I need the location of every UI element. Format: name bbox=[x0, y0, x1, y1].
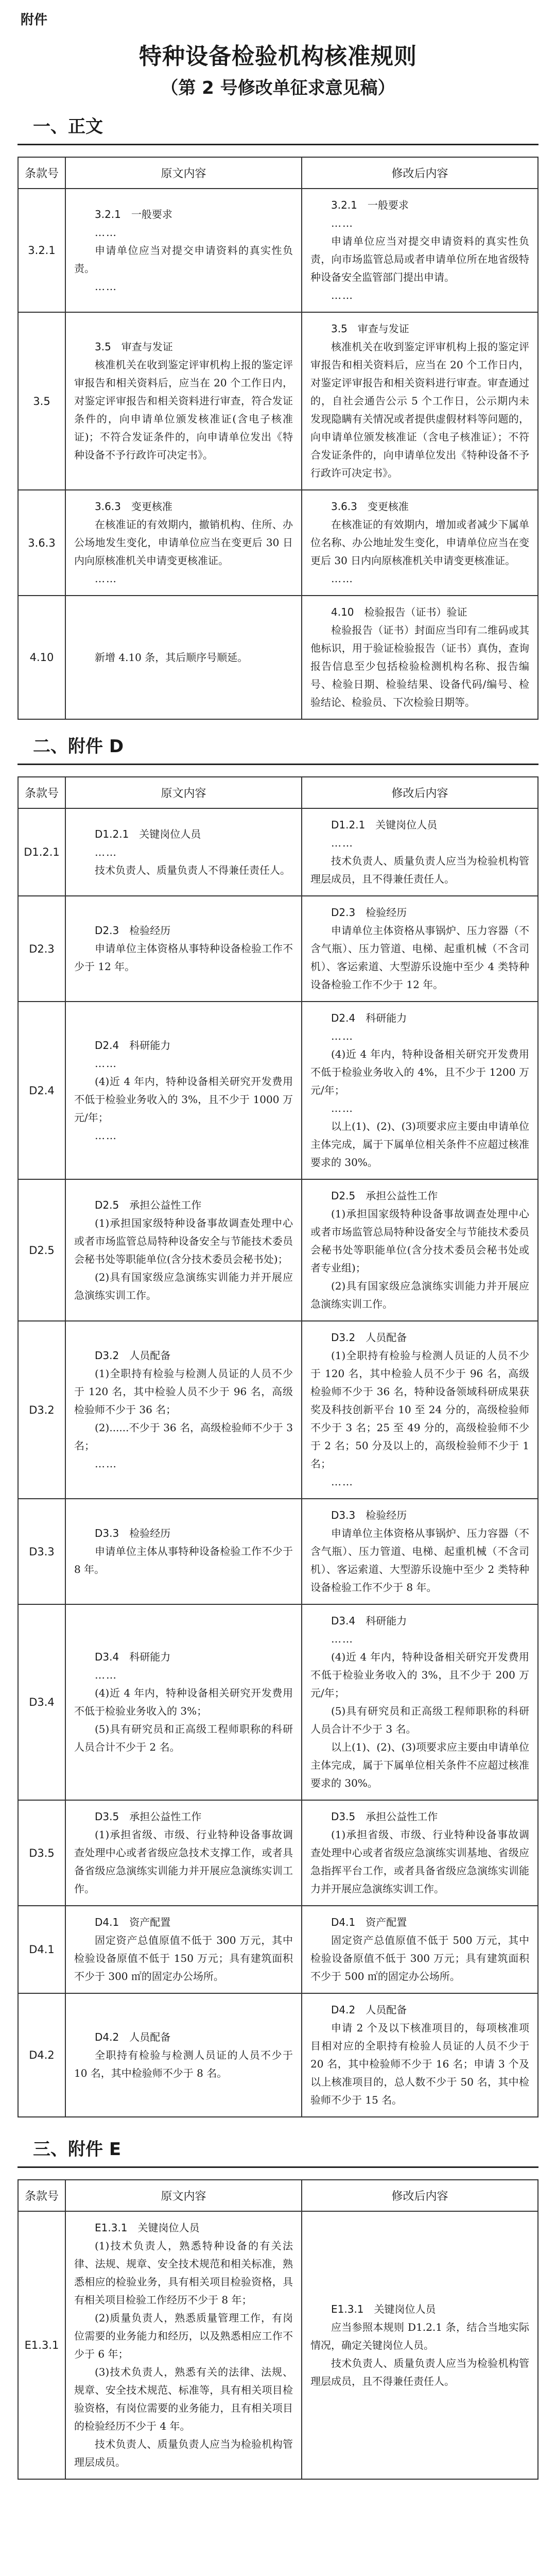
ellipsis: …… bbox=[95, 1458, 117, 1470]
section-spacer bbox=[18, 2117, 538, 2135]
paragraph: 申请单位主体资格从事锅炉、压力容器（不含气瓶）、压力管道、电梯、起重机械（不含司机）、客运索道、大型游乐设施中至少 2 类特种设备检验工作不少于 8 年。 bbox=[310, 1527, 529, 1594]
paragraph: 核准机关在收到鉴定评审机构上报的鉴定评审报告和相关资料后，应当在 20 个工作日内，对鉴定评审报告和相关资料进行审查，符合发证条件的，向申请单位颁发核准证(含电子核准证)；不符合发证条件的，向申请单位发出《特种设备不予行政许可决定书》。 bbox=[74, 359, 293, 461]
clause-heading: 3.6.3 变更核准 bbox=[95, 500, 172, 513]
table-row bbox=[18, 1321, 538, 1499]
clause-heading: D2.3 检验经历 bbox=[331, 906, 407, 919]
table-row bbox=[18, 1993, 538, 2117]
paragraph: 以上(1)、(2)、(3)项要求应主要由申请单位主体完成，属于下属单位相关条件不应超过核准要求的 30%。 bbox=[310, 1120, 529, 1168]
paragraph: 核准机关在收到鉴定评审机构上报的鉴定评审报告和相关资料后，应当在 20 个工作日内，对鉴定评审报告和相关资料进行审查。审查通过的，自社会通告公示 5 个工作日，公示期内未发现隐瞒有关情况或者提供虚假材料等问题的，向申请单位颁发核准证（含电子核准证）；不符合发证条件的，向申请单位发出《特种设备不予行政许可决定书》。 bbox=[310, 341, 529, 479]
clause-heading: D4.2 人员配备 bbox=[331, 2004, 407, 2016]
ellipsis: …… bbox=[331, 217, 354, 229]
revised-content-cell bbox=[302, 1499, 538, 1604]
table-row bbox=[18, 1002, 538, 1179]
clause-heading: D2.5 承担公益性工作 bbox=[95, 1198, 202, 1211]
original-content-cell bbox=[65, 1002, 302, 1179]
clause-heading: E1.3.1 关键岗位人员 bbox=[331, 2302, 436, 2315]
table-row bbox=[18, 596, 538, 719]
original-content-cell bbox=[65, 1179, 302, 1321]
ellipsis: …… bbox=[331, 1633, 354, 1645]
section-divider bbox=[18, 764, 538, 765]
clause-number: 4.10 bbox=[18, 596, 65, 719]
revised-content-cell bbox=[302, 808, 538, 896]
original-content-cell bbox=[65, 1993, 302, 2117]
original-content-cell bbox=[65, 189, 302, 312]
paragraph: 固定资产总值原值不低于 300 万元，其中检验设备原值不低于 150 万元；具有建筑面积不少于 300 ㎡的固定办公场所。 bbox=[74, 1934, 293, 1982]
paragraph: 以上(1)、(2)、(3)项要求应主要由申请单位主体完成，属于下属单位相关条件不应超过核准要求的 30%。 bbox=[310, 1741, 529, 1789]
section-divider bbox=[18, 144, 538, 145]
original-content-cell bbox=[65, 1604, 302, 1800]
document-subtitle: （第 2 号修改单征求意见稿） bbox=[161, 78, 395, 98]
table-row bbox=[18, 1179, 538, 1321]
paragraph: 全职持有检验与检测人员证的人员不少于 10 名，其中检验师不少于 8 名。 bbox=[74, 2048, 293, 2079]
section-divider bbox=[18, 2166, 538, 2168]
revised-content-cell bbox=[302, 596, 538, 719]
clause-number: D2.3 bbox=[18, 896, 65, 1002]
section-title: 二、附件 D bbox=[33, 736, 124, 757]
clause-number: 3.6.3 bbox=[18, 490, 65, 596]
table-row bbox=[18, 312, 538, 490]
paragraph: (1)承担省级、市级、行业特种设备事故调查处理中心或者省级应急技术支撑工作，或者具备省级应急演练实训能力并开展应急演练实训工作。 bbox=[74, 1828, 293, 1895]
table-row bbox=[18, 1800, 538, 1906]
clause-heading: D3.4 科研能力 bbox=[95, 1651, 171, 1663]
ellipsis: …… bbox=[331, 1030, 354, 1042]
revised-content-cell bbox=[302, 490, 538, 596]
clause-heading: D1.2.1 关键岗位人员 bbox=[95, 827, 201, 840]
paragraph: (4)近 4 年内，特种设备相关研究开发费用不低于检验业务收入的 4%，且不少于 1200 万元/年； bbox=[310, 1048, 529, 1096]
clause-number: D1.2.1 bbox=[18, 808, 65, 896]
table-header-row bbox=[18, 157, 538, 189]
revised-content-cell bbox=[302, 896, 538, 1002]
ellipsis: …… bbox=[95, 1129, 117, 1142]
header-revised: 修改后内容 bbox=[302, 777, 538, 808]
clause-heading: D2.5 承担公益性工作 bbox=[331, 1190, 438, 1202]
original-content-cell bbox=[65, 312, 302, 490]
sections-container bbox=[18, 112, 538, 2497]
revised-content-cell bbox=[302, 312, 538, 490]
clause-heading: D2.4 科研能力 bbox=[95, 1039, 171, 1052]
ellipsis: …… bbox=[95, 1669, 117, 1681]
revised-content-cell bbox=[302, 1604, 538, 1800]
clause-number: D2.4 bbox=[18, 1002, 65, 1179]
paragraph: (4)近 4 年内，特种设备相关研究开发费用不低于检验业务收入的 3%，且不少于 200 万元/年； bbox=[310, 1651, 529, 1699]
header-original: 原文内容 bbox=[65, 2180, 302, 2211]
paragraph: 技术负责人、质量负责人应当为检验机构管理层成员，且不得兼任责任人。 bbox=[310, 855, 529, 885]
clause-heading: D1.2.1 关键岗位人员 bbox=[331, 819, 438, 831]
clause-number: 3.2.1 bbox=[18, 189, 65, 312]
clause-number: D3.2 bbox=[18, 1321, 65, 1499]
clause-heading: 3.5 审查与发证 bbox=[331, 323, 409, 335]
paragraph: (2)质量负责人，熟悉质量管理工作，有岗位需要的业务能力和经历，以及熟悉相应工作不少于 6 年； bbox=[74, 2312, 293, 2360]
paragraph: (5)具有研究员和正高级工程师职称的科研人员合计不少于 2 名。 bbox=[74, 1723, 293, 1753]
table-row bbox=[18, 896, 538, 1002]
clause-heading: D3.3 检验经历 bbox=[331, 1509, 407, 1521]
original-content-cell bbox=[65, 1800, 302, 1906]
original-content-cell bbox=[65, 1906, 302, 1993]
header-code: 条款号 bbox=[18, 777, 65, 808]
section-spacer bbox=[18, 720, 538, 732]
clause-number: D3.3 bbox=[18, 1499, 65, 1604]
clause-number: D3.5 bbox=[18, 1800, 65, 1906]
header-code: 条款号 bbox=[18, 157, 65, 189]
comparison-table bbox=[18, 776, 538, 2117]
original-content-cell bbox=[65, 596, 302, 719]
clause-number: D3.4 bbox=[18, 1604, 65, 1800]
paragraph: (5)具有研究员和正高级工程师职称的科研人员合计不少于 3 名。 bbox=[310, 1705, 529, 1735]
paragraph: 检验报告（证书）封面应当印有二维码或其他标识，用于验证检验报告（证书）真伪，查询报告信息至少包括检验检测机构名称、报告编号、检验日期、检验结果、设备代码/编号、检验结论、检验员、下次检验日期等。 bbox=[310, 624, 529, 708]
paragraph: 申请单位应当对提交申请资料的真实性负责。 bbox=[74, 244, 293, 275]
ellipsis: …… bbox=[331, 1476, 354, 1488]
table-row bbox=[18, 1906, 538, 1993]
table-row bbox=[18, 808, 538, 896]
paragraph: (1)技术负责人，熟悉特种设备的有关法律、法规、规章、安全技术规范和相关标准，熟悉相应的检验业务，具有相关项目检验资格，具有相关项目检验工作经历不少于 8 年； bbox=[74, 2240, 293, 2306]
paragraph: (2)具有国家级应急演练实训能力并开展应急演练实训工作。 bbox=[310, 1280, 529, 1310]
ellipsis: …… bbox=[95, 226, 117, 239]
clause-heading: D4.1 资产配置 bbox=[95, 1916, 171, 1928]
revised-content-cell bbox=[302, 1321, 538, 1499]
original-content-cell bbox=[65, 1499, 302, 1604]
clause-heading: D3.2 人员配备 bbox=[95, 1349, 171, 1362]
comparison-table bbox=[18, 157, 538, 720]
clause-number: E1.3.1 bbox=[18, 2211, 65, 2479]
original-content-cell bbox=[65, 490, 302, 596]
table-row bbox=[18, 189, 538, 312]
clause-heading: D3.3 检验经历 bbox=[95, 1527, 171, 1539]
paragraph: (2)......不少于 36 名，高级检验师不少于 3 名； bbox=[74, 1421, 293, 1452]
paragraph: (1)承担省级、市级、行业特种设备事故调查处理中心或者省级应急演练实训基地、省级应急指挥平台工作，或者具备省级应急演练实训能力并开展应急演练实训工作。 bbox=[310, 1828, 529, 1895]
paragraph: (1)承担国家级特种设备事故调查处理中心或者市场监管总局特种设备安全与节能技术委员会秘书处等职能单位(含分技术委员会秘书处或者专业组)； bbox=[310, 1208, 529, 1274]
table-row bbox=[18, 2211, 538, 2479]
comparison-table bbox=[18, 2179, 538, 2480]
clause-heading: D3.4 科研能力 bbox=[331, 1615, 407, 1627]
clause-heading: E1.3.1 关键岗位人员 bbox=[95, 2222, 200, 2234]
clause-number: D2.5 bbox=[18, 1179, 65, 1321]
table-row bbox=[18, 490, 538, 596]
ellipsis: …… bbox=[331, 289, 354, 301]
paragraph: 固定资产总值原值不低于 500 万元，其中检验设备原值不低于 300 万元；具有建筑面积不少于 500 ㎡的固定办公场所。 bbox=[310, 1934, 529, 1982]
original-content-cell bbox=[65, 1321, 302, 1499]
ellipsis: …… bbox=[331, 837, 354, 849]
paragraph: 申请单位应当对提交申请资料的真实性负责，向市场监管总局或者申请单位所在地省级特种设备安全监管部门提出申请。 bbox=[310, 235, 529, 283]
paragraph: 新增 4.10 条，其后顺序号顺延。 bbox=[95, 651, 248, 664]
paragraph: 申请单位主体资格从事特种设备检验工作不少于 12 年。 bbox=[74, 942, 293, 973]
table-header-row bbox=[18, 777, 538, 808]
clause-number: 3.5 bbox=[18, 312, 65, 490]
clause-heading: 3.5 审查与发证 bbox=[95, 341, 173, 353]
ellipsis: …… bbox=[95, 572, 117, 585]
revised-content-cell bbox=[302, 189, 538, 312]
paragraph: 申请单位主体资格从事锅炉、压力容器（不含气瓶）、压力管道、电梯、起重机械（不含司机）、客运索道、大型游乐设施中至少 4 类特种设备检验工作不少于 12 年。 bbox=[310, 924, 529, 991]
clause-heading: 3.2.1 一般要求 bbox=[95, 208, 172, 221]
section-title: 一、正文 bbox=[33, 116, 103, 137]
revised-content-cell bbox=[302, 1179, 538, 1321]
original-content-cell bbox=[65, 896, 302, 1002]
header-code: 条款号 bbox=[18, 2180, 65, 2211]
paragraph: (1)全职持有检验与检测人员证的人员不少于 120 名，其中检验人员不少于 96 名，高级检验师不少于 36 名； bbox=[74, 1367, 293, 1416]
ellipsis: …… bbox=[331, 572, 354, 585]
header-original: 原文内容 bbox=[65, 157, 302, 189]
paragraph: 技术负责人、质量负责人不得兼任责任人。 bbox=[95, 863, 290, 876]
section-spacer bbox=[18, 2480, 538, 2497]
clause-heading: 3.2.1 一般要求 bbox=[331, 199, 409, 211]
document-title: 特种设备检验机构核准规则 bbox=[139, 43, 417, 70]
paragraph: 技术负责人、质量负责人应当为检验机构管理层成员。 bbox=[74, 2438, 293, 2468]
ellipsis: …… bbox=[331, 1102, 354, 1114]
clause-heading: D3.5 承担公益性工作 bbox=[95, 1810, 202, 1823]
original-content-cell bbox=[65, 2211, 302, 2479]
paragraph: 申请 2 个及以下核准项目的，每项核准项目相对应的全职持有检验人员证的人员不少于 20 名，其中检验师不少于 16 名；申请 3 个及以上核准项目的，总人数不少于 50 名，其中检验师不少于 15 名。 bbox=[310, 2022, 529, 2106]
revised-content-cell bbox=[302, 1002, 538, 1179]
clause-heading: D2.3 检验经历 bbox=[95, 924, 171, 937]
paragraph: (4)近 4 年内，特种设备相关研究开发费用不低于检验业务收入的 3%； bbox=[74, 1687, 293, 1717]
paragraph: (1)承担国家级特种设备事故调查处理中心或者市场监管总局特种设备安全与节能技术委员会秘书处等职能单位(含分技术委员会秘书处)； bbox=[74, 1216, 293, 1265]
attachment-tag: 附件 bbox=[21, 12, 48, 28]
header-original: 原文内容 bbox=[65, 777, 302, 808]
paragraph: (4)近 4 年内，特种设备相关研究开发费用不低于检验业务收入的 3%，且不少于 1000 万元/年； bbox=[74, 1075, 293, 1124]
paragraph: 申请单位主体从事特种设备检验工作不少于 8 年。 bbox=[74, 1545, 293, 1575]
revised-content-cell bbox=[302, 1993, 538, 2117]
ellipsis: …… bbox=[95, 845, 117, 858]
section-title: 三、附件 E bbox=[33, 2139, 121, 2160]
header-revised: 修改后内容 bbox=[302, 2180, 538, 2211]
table-row bbox=[18, 1604, 538, 1800]
original-content-cell bbox=[65, 808, 302, 896]
clause-heading: D2.4 科研能力 bbox=[331, 1012, 407, 1024]
table-row bbox=[18, 1499, 538, 1604]
clause-heading: D4.2 人员配备 bbox=[95, 2030, 171, 2043]
clause-heading: D3.2 人员配备 bbox=[331, 1331, 407, 1344]
clause-number: D4.1 bbox=[18, 1906, 65, 1993]
clause-heading: D4.1 资产配置 bbox=[331, 1916, 407, 1928]
revised-content-cell bbox=[302, 2211, 538, 2479]
table-header-row bbox=[18, 2180, 538, 2211]
ellipsis: …… bbox=[95, 280, 117, 293]
clause-number: D4.2 bbox=[18, 1993, 65, 2117]
paragraph: (3)技术负责人，熟悉有关的法律、法规、规章、安全技术规范、标准等，具有相关项目检验资格，有岗位需要的业务能力，且有相关项目的检验经历不少于 4 年。 bbox=[74, 2366, 293, 2432]
revised-content-cell bbox=[302, 1906, 538, 1993]
paragraph: (2)具有国家级应急演练实训能力并开展应急演练实训工作。 bbox=[74, 1270, 293, 1301]
paragraph: 在核准证的有效期内，增加或者减少下属单位名称、办公地址发生变化，申请单位应当在变更后 30 日内向原核准机关申请变更核准证。 bbox=[310, 518, 529, 567]
paragraph: (1)全职持有检验与检测人员证的人员不少于 120 名，其中检验人员不少于 96 名，高级检验师不少于 36 名，特种设备领域科研成果获奖及科技创新平台 10 至 24 分的，高级检验师不少于 3 名；25 至 49 分的，高级检验师不少于 2 名；50 分及以上的，高级检验师不少于 1 名； bbox=[310, 1349, 529, 1470]
paragraph: 在核准证的有效期内，撤销机构、住所、办公场地发生变化，申请单位应当在变更后 30 日内向原核准机关申请变更核准证。 bbox=[74, 518, 293, 567]
revised-content-cell bbox=[302, 1800, 538, 1906]
paragraph: 技术负责人、质量负责人应当为检验机构管理层成员，且不得兼任责任人。 bbox=[310, 2357, 529, 2387]
ellipsis: …… bbox=[95, 1057, 117, 1070]
paragraph: 应当参照本规则 D1.2.1 条，结合当地实际情况，确定关键岗位人员。 bbox=[310, 2320, 529, 2351]
clause-heading: 3.6.3 变更核准 bbox=[331, 500, 409, 513]
clause-heading: D3.5 承担公益性工作 bbox=[331, 1810, 438, 1823]
clause-heading: 4.10 检验报告（证书）验证 bbox=[331, 606, 467, 618]
header-revised: 修改后内容 bbox=[302, 157, 538, 189]
